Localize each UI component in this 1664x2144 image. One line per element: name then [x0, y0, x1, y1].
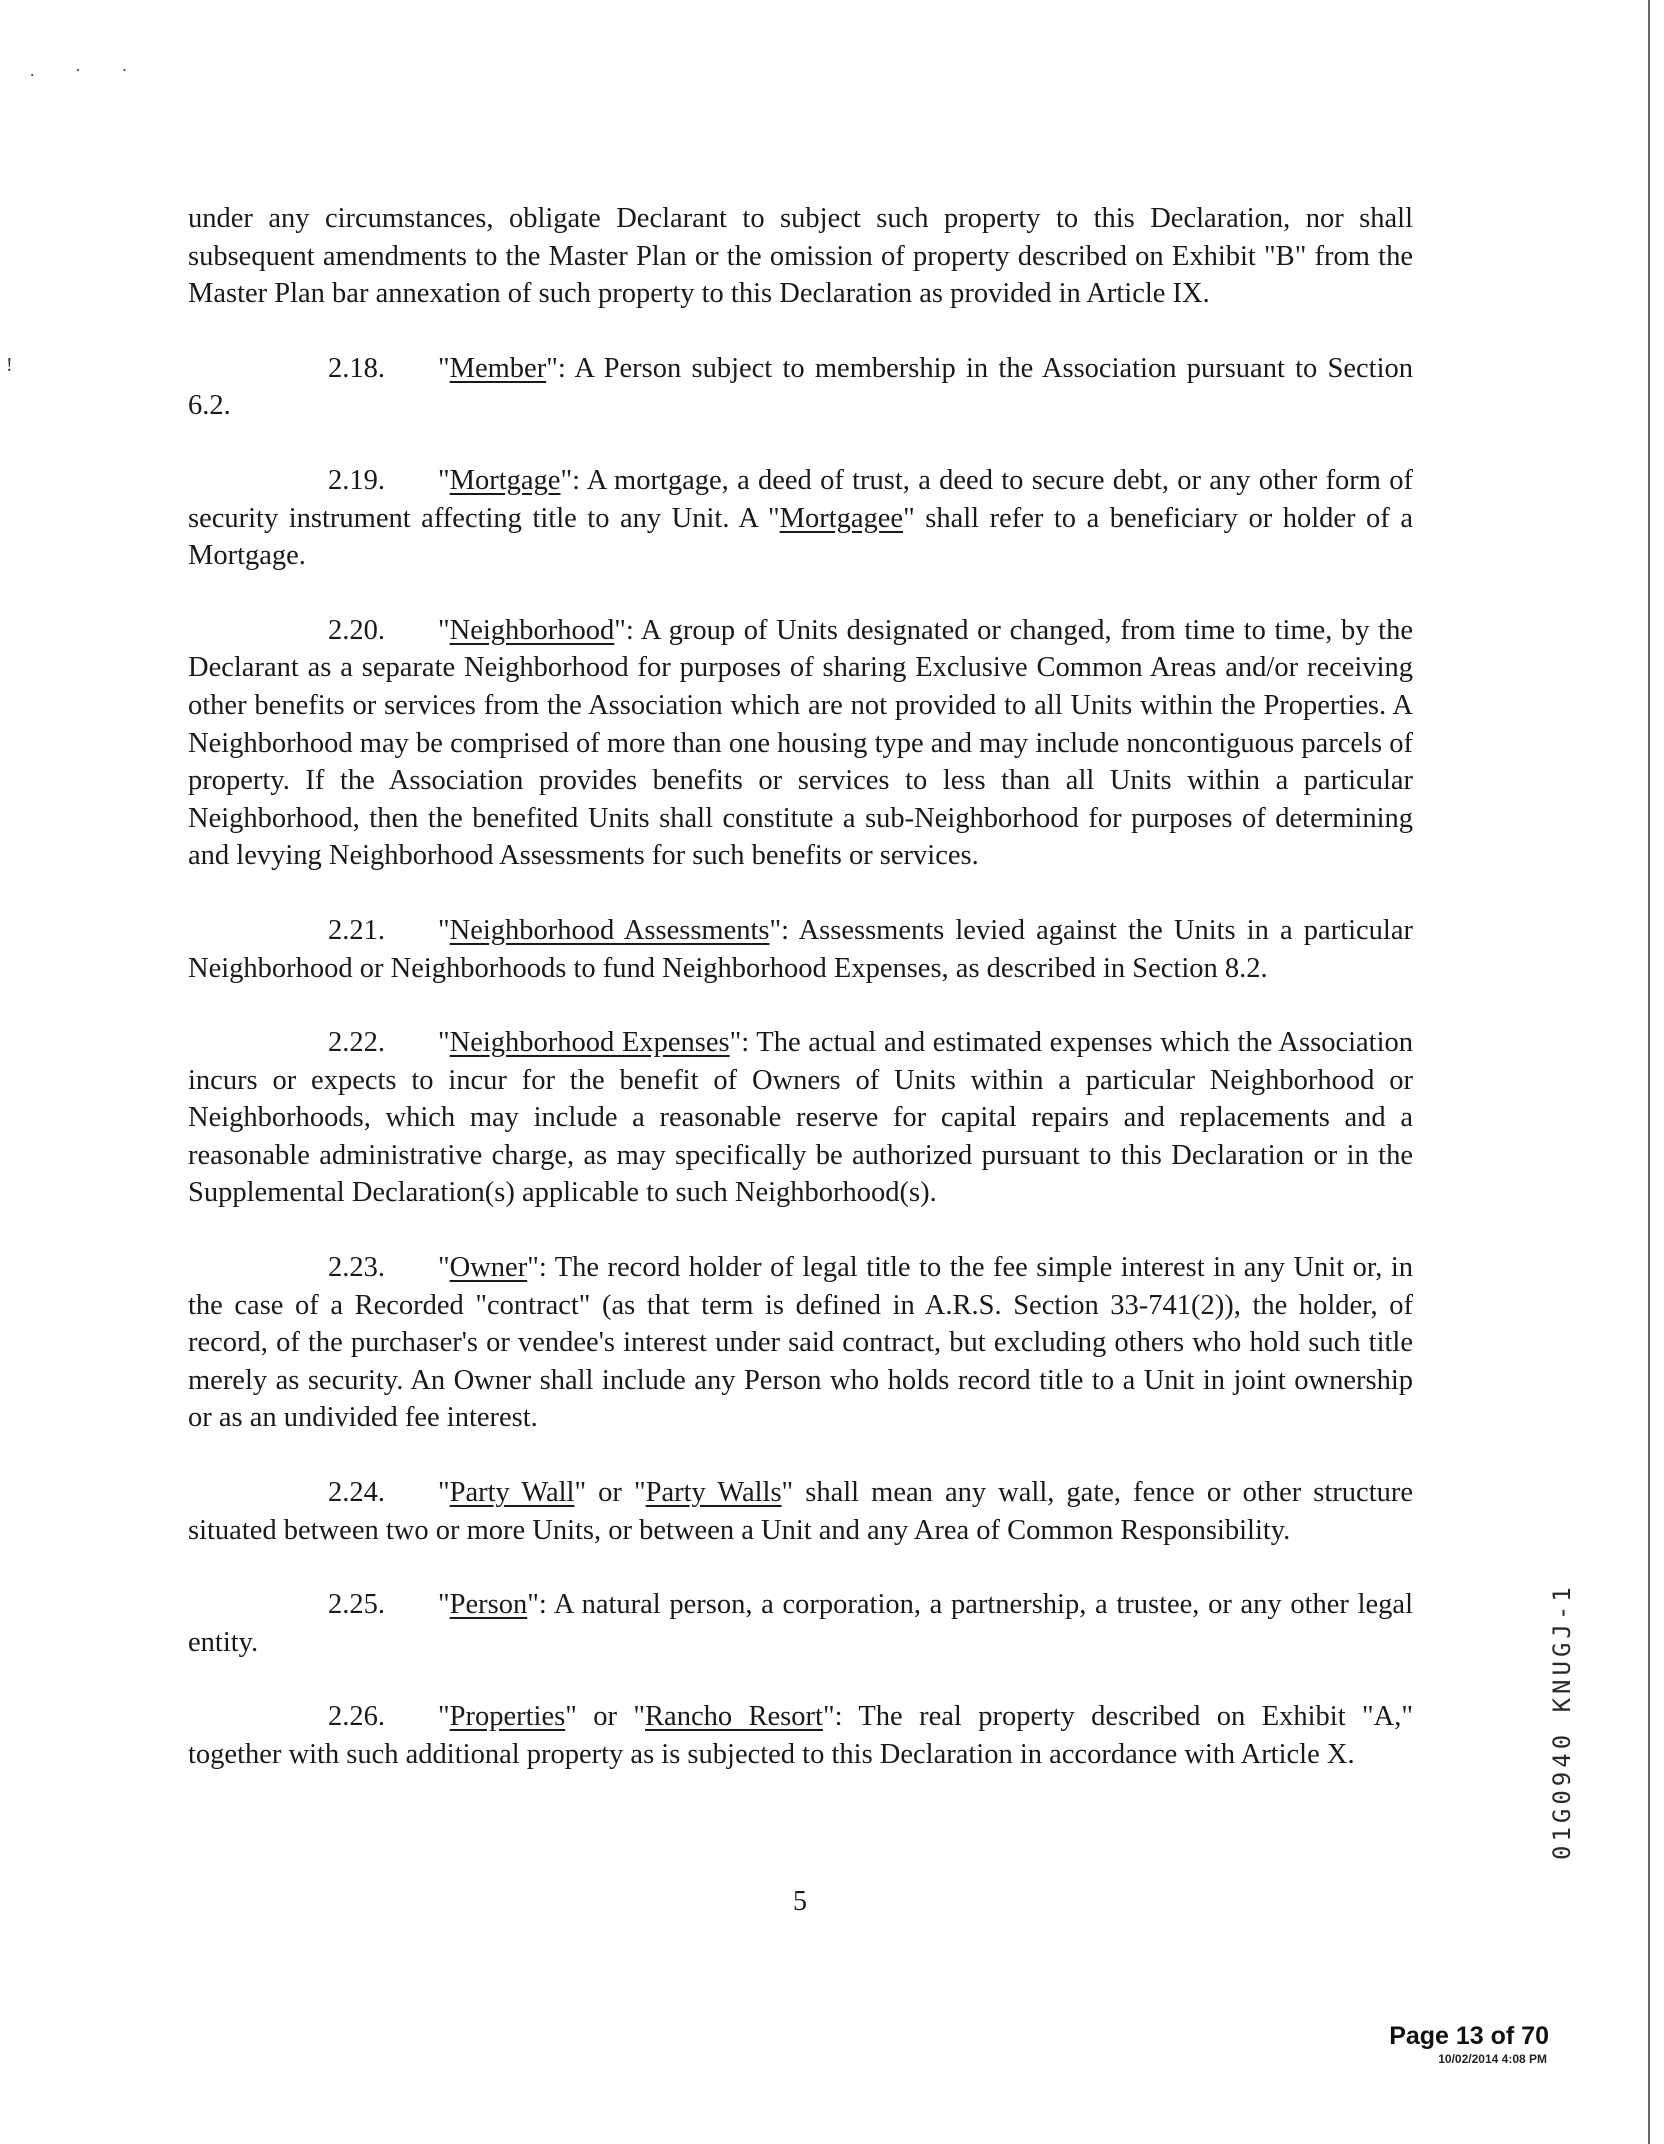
defined-term: Mortgagee: [779, 502, 904, 534]
defined-term: Party Wall: [449, 1477, 575, 1509]
defined-term: Rancho Resort: [645, 1701, 823, 1733]
defined-term: Owner: [449, 1252, 528, 1284]
section-number: 2.22.: [328, 1027, 385, 1059]
footer-timestamp: 10/02/2014 4:08 PM: [1438, 2052, 1547, 2066]
defined-term: Member: [449, 352, 547, 384]
section-number: 2.23.: [328, 1252, 385, 1284]
definitions-list: [188, 350, 1413, 1774]
section-text: ": [438, 1701, 450, 1733]
defined-term: Mortgage: [449, 464, 561, 496]
defined-term: Properties: [449, 1701, 566, 1733]
definition-section: [188, 1698, 1413, 1773]
page-number: 5: [793, 1886, 807, 1917]
section-text: ": The actual and estimated expenses which the Association incurs or expects to incur for the benefit of Owners of Units within a particular Neighborhood or Neighborhoods, which may include a reasonable reserve for capital repairs and replacements and a reasonable administrative charge, as may specifically be authorized pursuant to this Declaration or in the Supplemental Declaration(s) applicable to such Neighborhood(s).: [188, 1027, 1414, 1209]
section-text: ": [438, 1477, 450, 1509]
definition-section: [188, 1024, 1413, 1212]
section-text: ": [438, 464, 450, 496]
scan-specks: . · ·: [30, 60, 146, 80]
section-text: ": A natural person, a corporation, a partnership, a trustee, or any other legal entity.: [188, 1589, 1413, 1658]
section-text: " shall mean any wall, gate, fence or other structure situated between two or more Units, or between a Unit and any Area of Common Responsibility.: [188, 1477, 1414, 1546]
side-stamp: [1540, 1530, 1580, 1860]
section-text: ": [438, 1252, 450, 1284]
section-number: 2.26.: [328, 1701, 385, 1733]
definition-section: [188, 912, 1413, 987]
definition-section: [188, 1249, 1413, 1437]
document-body: [188, 200, 1413, 1811]
section-text: " shall refer to a beneficiary or holder of a Mortgage.: [188, 502, 1413, 572]
footer-page-label: Page 13 of 70: [1389, 2022, 1549, 2050]
section-number: 2.24.: [328, 1477, 385, 1509]
defined-term: Neighborhood Assessments: [449, 914, 770, 946]
defined-term: Person: [449, 1589, 528, 1621]
section-text: ": [438, 614, 450, 646]
section-text: ": A group of Units designated or changed, from time to time, by the Declarant as a separate Neighborhood for purposes of sharing Exclusive Common Areas and/or receiving other benefits or services from the Association which are not provided to all Units within the Properties. A Neighborhood may be comprised of more than one housing type and may include noncontiguous parcels of property. If the Association provides benefits or services to less than all Units within a particular Neighborhood, then the benefited Units shall constitute a sub-Neighborhood for purposes of determining and levying Neighborhood Assessments for such benefits or services.: [188, 614, 1413, 872]
section-number: 2.20.: [328, 614, 385, 646]
definition-section: [188, 1474, 1413, 1549]
section-number: 2.21.: [328, 914, 385, 946]
section-text: ": [438, 1589, 450, 1621]
section-text: ": The real property described on Exhibit "A," together with such additional property as is subjected to this Declaration in accordance with Article X.: [188, 1701, 1414, 1770]
side-stamp-text: 01G0940 KNUGJ-1: [1548, 1583, 1576, 1860]
margin-mark: !: [6, 354, 13, 376]
definition-section: [188, 462, 1413, 575]
section-text: ": The record holder of legal title to the fee simple interest in any Unit or, in the case of a Recorded "contract" (as that term is defined in A.R.S. Section 33-741(2)), the holder, of record, of the purchaser's or vendee's interest under said contract, but excluding others who hold such title merely as security. An Owner shall include any Person who holds record title to a Unit in joint ownership or as an undivided fee interest.: [188, 1252, 1413, 1434]
section-number: 2.19.: [328, 464, 385, 496]
section-text: " or ": [565, 1701, 646, 1733]
scan-edge-line: [1648, 0, 1650, 2144]
defined-term: Party Walls: [645, 1477, 782, 1509]
section-text: ": [438, 1027, 450, 1059]
section-number: 2.25.: [328, 1589, 385, 1621]
defined-term: Neighborhood Expenses: [449, 1027, 730, 1059]
defined-term: Neighborhood: [449, 614, 615, 646]
section-text: " or ": [574, 1477, 646, 1509]
section-text: ": A mortgage, a deed of trust, a deed to secure debt, or any other form of security instrument affecting title to any Unit. A ": [188, 464, 1413, 534]
definition-section: [188, 612, 1413, 875]
section-text: ": [438, 352, 450, 384]
section-text: ": A Person subject to membership in the Association pursuant to Section 6.2.: [188, 352, 1413, 422]
section-number: 2.18.: [328, 352, 385, 384]
opening-paragraph: under any circumstances, obligate Declarant to subject such property to this Declaration, nor shall subsequent amendments to the Master Plan or the omission of property described on Exhibit "B" from the Master Plan bar annexation of such property to this Declaration as provided in Article IX.: [188, 203, 1413, 310]
definition-section: [188, 350, 1413, 425]
definition-section: [188, 1586, 1413, 1661]
section-text: ": [438, 914, 450, 946]
section-text: ": Assessments levied against the Units in a particular Neighborhood or Neighborhoods to fund Neighborhood Expenses, as described in Section 8.2.: [188, 914, 1413, 984]
